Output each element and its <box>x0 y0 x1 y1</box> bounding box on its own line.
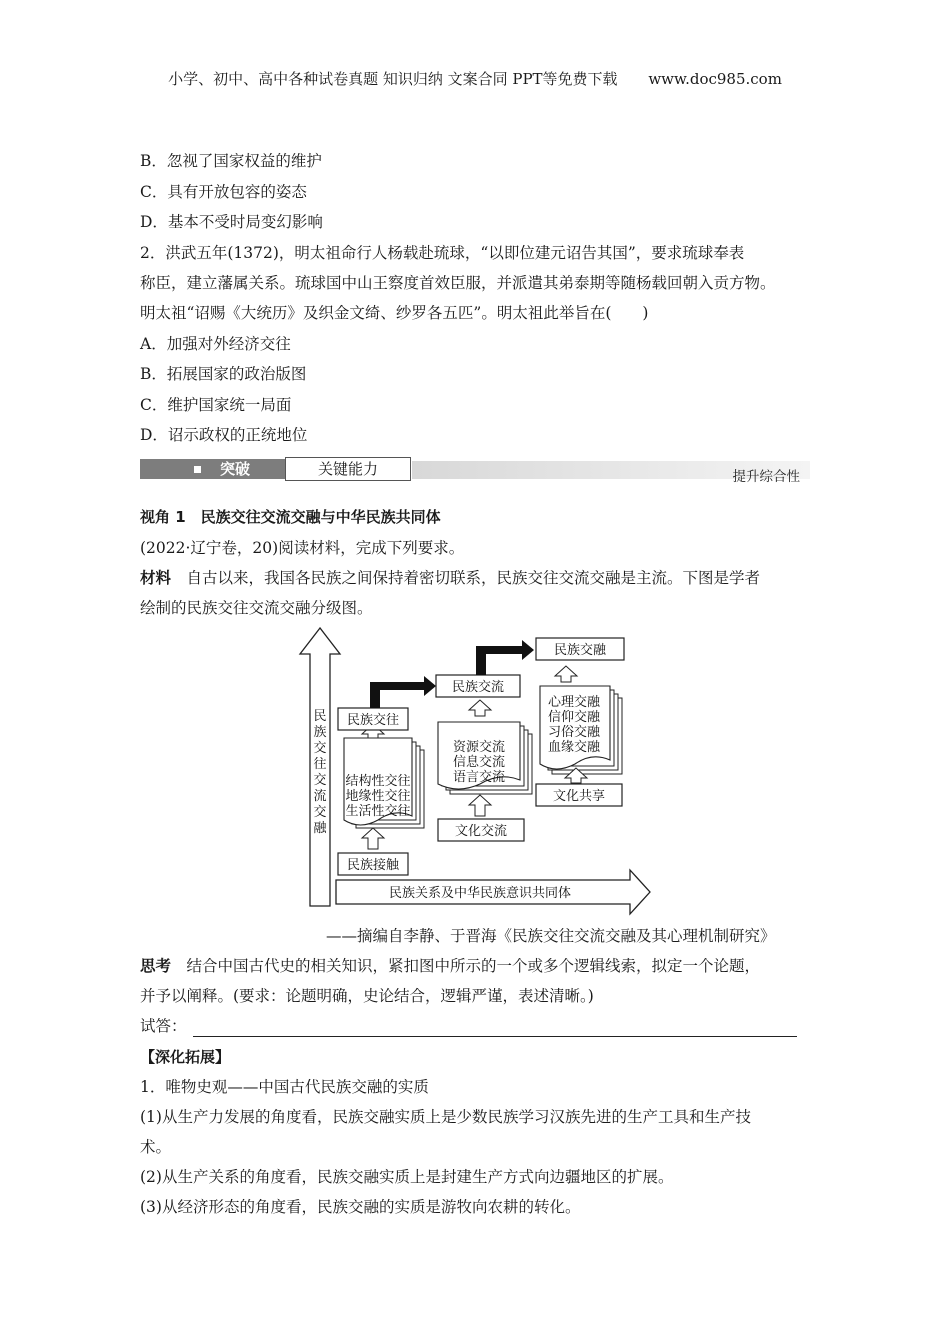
section-title: 视角 1 民族交往交流交融与中华民族共同体 <box>140 508 441 526</box>
exchange-diagram <box>290 620 660 920</box>
banner-tab: 关键能力 <box>285 457 411 481</box>
section-source: (2022·辽宁卷，20)阅读材料，完成下列要求。 <box>140 539 465 557</box>
think-line2: 并予以阐释。(要求：论题明确，史论结合，逻辑严谨，表述清晰。) <box>140 987 594 1005</box>
level1-label: 民族交往 <box>346 713 400 728</box>
level2-item-1: 资源交流 <box>452 740 506 755</box>
option-c-prev: C．具有开放包容的姿态 <box>140 183 307 201</box>
material-line1 <box>140 567 760 589</box>
extension-item1: 1．唯物史观——中国古代民族交融的实质 <box>140 1078 429 1096</box>
level3-item-4: 血缘交融 <box>547 740 601 755</box>
extension-title: 【深化拓展】 <box>140 1048 231 1066</box>
level1-item-2: 地缘性交往 <box>345 789 411 804</box>
contact-label: 民族接触 <box>346 858 400 873</box>
extension-p1-line1: (1)从生产力发展的角度看，民族交融实质上是少数民族学习汉族先进的生产工具和生产技 <box>140 1108 751 1126</box>
level3-item-2: 信仰交融 <box>547 710 601 725</box>
level2-base-label: 文化交流 <box>454 824 508 839</box>
material-label: 材料 <box>140 569 172 587</box>
up-arrow-1a <box>362 828 384 849</box>
question2-line2: 称臣，建立藩属关系。琉球国中山王察度首效臣服，并派遣其弟泰期等随杨载回朝入贡方物。 <box>140 274 776 292</box>
think-line1 <box>140 955 760 977</box>
question2-line1: 2．洪武五年(1372)，明太祖命行人杨载赴琉球，“以即位建元诏告其国”，要求琉球奉表 <box>140 244 745 262</box>
banner-left <box>140 459 285 479</box>
answer-label: 试答： <box>140 1017 187 1035</box>
page-header <box>0 68 950 89</box>
extension-p2: (2)从生产关系的角度看，民族交融实质上是封建生产方式向边疆地区的扩展。 <box>140 1168 674 1186</box>
level3-item-3: 习俗交融 <box>547 725 601 740</box>
answer-line <box>140 1015 797 1037</box>
vertical-label-8: 融 <box>313 821 327 836</box>
think-text1: 结合中国古代史的相关知识，紧扣图中所示的一个或多个逻辑线索，拟定一个论题， <box>171 957 761 975</box>
header-text: 小学、初中、高中各种试卷真题 知识归纳 文案合同 PPT等免费下载 <box>168 70 618 88</box>
level3-base-label: 文化共享 <box>552 789 606 804</box>
level3-label: 民族交融 <box>553 643 607 658</box>
level1-item-3: 生活性交往 <box>345 804 411 819</box>
bold-arrow-1 <box>370 676 436 708</box>
diagram-citation: ——摘编自李静、于晋海《民族交往交流交融及其心理机制研究》 <box>326 927 776 945</box>
vertical-label-2: 族 <box>313 725 327 740</box>
material-text1: 自古以来，我国各民族之间保持着密切联系，民族交往交流交融是主流。下图是学者 <box>171 569 761 587</box>
extension-p1-line2: 术。 <box>140 1138 172 1156</box>
level3-item-1: 心理交融 <box>547 695 601 710</box>
bottom-arrow-label: 民族关系及中华民族意识共同体 <box>388 886 572 901</box>
option-d-prev: D．基本不受时局变幻影响 <box>140 213 323 231</box>
banner-left-label: 突破 <box>220 460 251 478</box>
level2-item-3: 语言交流 <box>452 770 506 785</box>
question2-option-d: D．诏示政权的正统地位 <box>140 426 308 444</box>
up-arrow-2a <box>469 700 491 716</box>
extension-p3: (3)从经济形态的角度看，民族交融的实质是游牧向农耕的转化。 <box>140 1198 581 1216</box>
vertical-label-4: 往 <box>313 757 327 772</box>
material-line2: 绘制的民族交往交流交融分级图。 <box>140 599 373 617</box>
question2-option-c: C．维护国家统一局面 <box>140 396 292 414</box>
question2-line3: 明太祖“诏赐《大统历》及织金文绮、纱罗各五匹”。明太祖此举旨在( ) <box>140 304 649 322</box>
vertical-label-3: 交 <box>313 741 327 756</box>
question2-option-b: B．拓展国家的政治版图 <box>140 365 307 383</box>
vertical-label-7: 交 <box>313 805 327 820</box>
bold-arrow-2 <box>476 640 534 675</box>
vertical-label-5: 交 <box>313 773 327 788</box>
header-site[interactable]: www.doc985.com <box>648 70 782 88</box>
option-b-prev: B．忽视了国家权益的维护 <box>140 152 322 170</box>
level1-item-1: 结构性交往 <box>345 774 411 789</box>
vertical-label-1: 民 <box>313 709 327 724</box>
section-banner <box>140 455 810 483</box>
up-arrow-3a <box>555 666 577 682</box>
up-arrow-2b <box>469 795 491 816</box>
answer-blank[interactable] <box>193 1020 797 1037</box>
level2-item-2: 信息交流 <box>452 755 506 770</box>
think-label: 思考 <box>140 957 172 975</box>
banner-right-label: 提升综合性 <box>732 469 800 485</box>
vertical-label-6: 流 <box>313 789 327 804</box>
square-bullet-icon <box>194 466 201 473</box>
level2-label: 民族交流 <box>451 680 505 695</box>
question2-option-a: A．加强对外经济交往 <box>140 335 291 353</box>
